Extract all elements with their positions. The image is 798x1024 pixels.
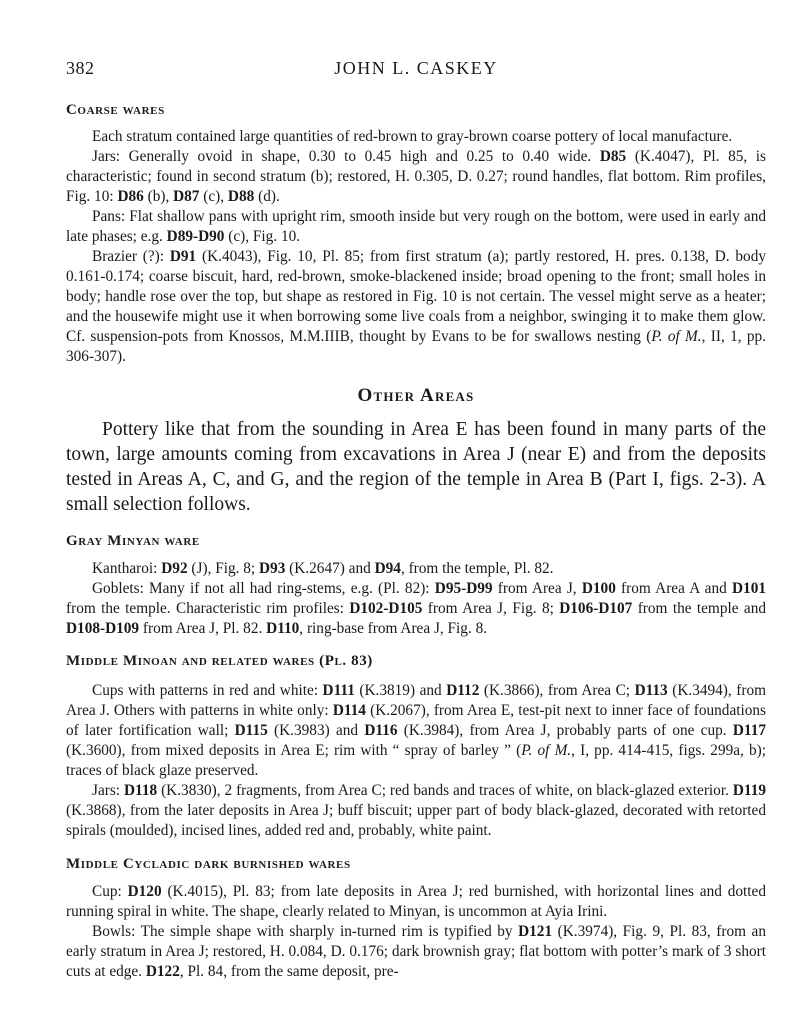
- text-run: from the temple and: [632, 600, 766, 617]
- text-run: (K.3984), from Area J, probably parts of one cup.: [397, 722, 733, 739]
- catalogue-ref: D119: [732, 782, 766, 799]
- running-head-author: JOHN L. CASKEY: [334, 58, 498, 78]
- catalogue-ref: D116: [364, 722, 398, 739]
- text-run: (K.2647) and: [285, 560, 375, 577]
- text-run: , Pl. 84, from the same deposit, pre-: [179, 963, 399, 980]
- text-run: Kantharoi:: [92, 560, 162, 577]
- catalogue-ref: D112: [446, 682, 480, 699]
- coarse-wares-heading: Coarse wares: [66, 102, 165, 118]
- text-run: (K.4047), Pl. 85, is characteristic; found in second stratum (b); restored, H. 0.305, D. 0.27; round handles, flat bottom. Rim profiles, Fig. 10:: [66, 148, 766, 205]
- text-run: (K.4015), Pl. 83; from late deposits in Area J; red burnished, with horizontal lines and dotted running spiral in white. The shape, clearly related to Minyan, is uncommon at Ayia Irini.: [66, 883, 766, 920]
- text-run: (b),: [143, 188, 174, 205]
- text-run: Brazier (?):: [92, 248, 170, 265]
- mm-cups-paragraph: [66, 681, 766, 781]
- text-run: (K.2067), from Area E, test-pit next to inner face of foundations of later fortification wall;: [66, 702, 766, 739]
- text-run: (K.3868), from the later deposits in Area J; buff biscuit; upper part of body black-glazed, decorated with retorted spirals (moulded), incised lines, added red and, probably, white paint.: [66, 802, 766, 839]
- other-areas-title: Other Areas: [357, 385, 475, 406]
- coarse-intro-paragraph: Each stratum contained large quantities of red-brown to gray-brown coarse pottery of local manufacture.: [92, 128, 733, 145]
- gray-minyan-heading: Gray Minyan ware: [66, 533, 200, 549]
- text-run: from Area J,: [492, 580, 582, 597]
- catalogue-ref: D122: [145, 963, 180, 980]
- text-run: Cups with patterns in red and white:: [92, 682, 323, 699]
- catalogue-ref: D106-D107: [559, 600, 633, 617]
- catalogue-ref: D111: [322, 682, 355, 699]
- text-run: (K.3866), from Area C;: [479, 682, 635, 699]
- text-run: (K.3830), 2 fragments, from Area C; red bands and traces of white, on black-glazed exterior.: [157, 782, 733, 799]
- citation-title: P. of M.: [651, 328, 702, 345]
- goblets-paragraph: [66, 579, 766, 639]
- mc-bowls-paragraph: [66, 922, 766, 982]
- catalogue-ref: D89-D90: [166, 228, 225, 245]
- kantharoi-paragraph: [66, 559, 766, 579]
- text-run: (c),: [199, 188, 228, 205]
- running-head: [66, 58, 766, 82]
- text-run: Bowls: The simple shape with sharply in-turned rim is typified by: [92, 923, 519, 940]
- text-run: , from the temple, Pl. 82.: [400, 560, 554, 577]
- text-run: Cup:: [92, 883, 128, 900]
- text-run: (K.3494), from Area J. Others with patterns in white only:: [66, 682, 766, 719]
- catalogue-ref: D85: [599, 148, 627, 165]
- text-run: , ring-base from Area J, Fig. 8.: [299, 620, 488, 637]
- text-run: from the temple. Characteristic rim profiles:: [66, 600, 350, 617]
- catalogue-ref: D100: [581, 580, 616, 597]
- middle-cycladic-heading: Middle Cycladic dark burnished wares: [66, 856, 351, 872]
- catalogue-ref: D118: [123, 782, 158, 799]
- catalogue-ref: D108-D109: [66, 620, 140, 637]
- catalogue-ref: D120: [127, 883, 162, 900]
- text-run: Jars: Generally ovoid in shape, 0.30 to 0.45 high and 0.25 to 0.40 wide.: [92, 148, 600, 165]
- text-run: (d).: [254, 188, 280, 205]
- catalogue-ref: D95-D99: [434, 580, 493, 597]
- text-run: , II, 1, pp. 306-307).: [66, 328, 766, 365]
- catalogue-ref: D114: [332, 702, 366, 719]
- coarse-jars-paragraph: [66, 147, 766, 207]
- coarse-pans-paragraph: [66, 207, 766, 247]
- catalogue-ref: D88: [227, 188, 255, 205]
- catalogue-ref: D110: [266, 620, 300, 637]
- catalogue-ref: D101: [732, 580, 766, 597]
- catalogue-ref: D91: [169, 248, 197, 265]
- catalogue-ref: D121: [518, 923, 553, 940]
- catalogue-ref: D93: [259, 560, 286, 577]
- coarse-brazier-paragraph: [66, 247, 766, 367]
- catalogue-ref: D87: [173, 188, 200, 205]
- text-run: (J), Fig. 8;: [187, 560, 259, 577]
- text-run: from Area A and: [615, 580, 732, 597]
- mm-jars-paragraph: [66, 781, 766, 841]
- page: [66, 58, 766, 982]
- text-run: (K.3983) and: [267, 722, 365, 739]
- text-run: , I, pp. 414-415, figs. 299a, b); traces of black glaze preserved.: [66, 742, 766, 779]
- text-run: Jars:: [92, 782, 124, 799]
- text-run: (K.3819) and: [354, 682, 447, 699]
- mc-cup-paragraph: [66, 882, 766, 922]
- catalogue-ref: D115: [234, 722, 268, 739]
- catalogue-ref: D102-D105: [349, 600, 423, 617]
- catalogue-ref: D117: [732, 722, 766, 739]
- text-run: Goblets: Many if not all had ring-stems, e.g. (Pl. 82):: [92, 580, 435, 597]
- citation-title: P. of M.: [521, 742, 572, 759]
- other-areas-paragraph: Pottery like that from the sounding in Area E has been found in many parts of the town, large amounts coming from excavations in Area J (near E) and from the deposits tested in Areas A, C, and G, and the region of the temple in Area B (Part I, figs. 2-3). A small selection follows.: [66, 419, 766, 515]
- catalogue-ref: D94: [374, 560, 401, 577]
- text-run: from Area J, Pl. 82.: [139, 620, 267, 637]
- text-run: Pans: Flat shallow pans with upright rim, smooth inside but very rough on the bottom, were used in early and late phases; e.g.: [66, 208, 766, 245]
- text-run: from Area J, Fig. 8;: [422, 600, 560, 617]
- catalogue-ref: D86: [117, 188, 144, 205]
- text-run: (c), Fig. 10.: [224, 228, 301, 245]
- catalogue-ref: D113: [634, 682, 668, 699]
- text-run: (K.3974), Fig. 9, Pl. 83, from an early stratum in Area J; restored, H. 0.084, D. 0.176; dark brownish gray; flat bottom with potter’s mark of 3 short cuts at edge.: [66, 923, 766, 980]
- middle-minoan-heading: Middle Minoan and related wares (Pl. 83): [66, 653, 373, 669]
- text-run: (K.3600), from mixed deposits in Area E; rim with “ spray of barley ” (: [66, 742, 522, 759]
- text-run: (K.4043), Fig. 10, Pl. 85; from first stratum (a); partly restored, H. pres. 0.138, D. body 0.161-0.174; coarse biscuit, hard, red-brown, smoke-blackened inside; broad opening to the front; small holes in body; handle rose over the top, but shape as restored in Fig. 10 is not certain. The vessel might serve as a heater; and the housewife might use it when borrowing some live coals from a neighbor, swinging it to make them glow. Cf. suspension-pots from Knossos, M.M.IIIB, thought by Evans to be for swallows nesting (: [66, 248, 766, 345]
- page-number: 382: [66, 58, 95, 78]
- catalogue-ref: D92: [161, 560, 188, 577]
